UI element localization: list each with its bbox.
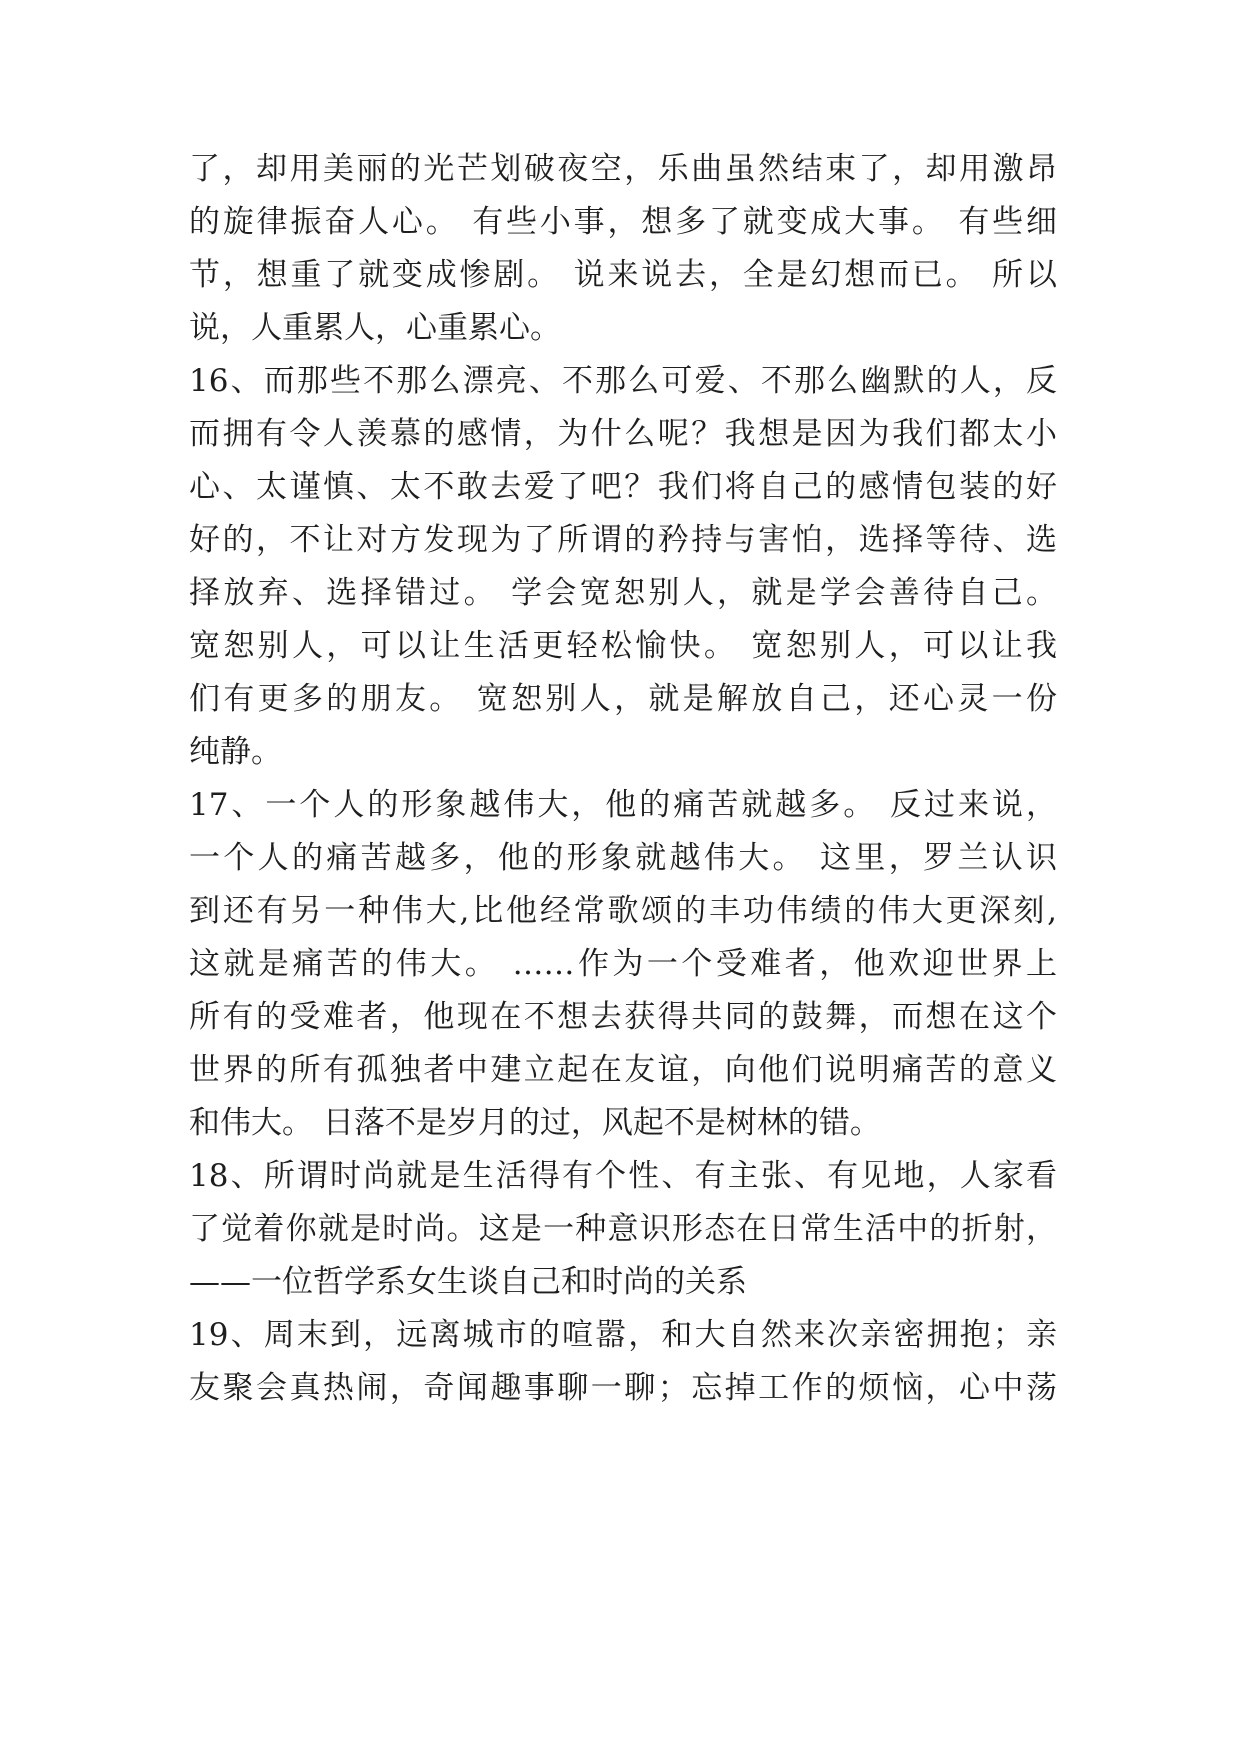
text-line: 世界的所有孤独者中建立起在友谊，向他们说明痛苦的意义	[189, 1052, 1057, 1088]
text-line: 了，却用美丽的光芒划破夜空，乐曲虽然结束了，却用激昂	[189, 151, 1057, 187]
text-line: 纯静。	[189, 734, 282, 770]
text-line: 友聚会真热闹，奇闻趣事聊一聊；忘掉工作的烦恼，心中荡	[189, 1370, 1057, 1406]
text-line: 说，人重累人，心重累心。	[189, 310, 561, 346]
text-line: 这就是痛苦的伟大。 ……作为一个受难者，他欢迎世界上	[189, 946, 1057, 982]
text-line: 择放弃、选择错过。 学会宽恕别人，就是学会善待自己。	[189, 575, 1057, 611]
paragraph-18-first-line: 18、所谓时尚就是生活得有个性、有主张、有见地，人家看	[189, 1158, 1057, 1194]
text-line: 和伟大。 日落不是岁月的过，风起不是树林的错。	[189, 1105, 881, 1141]
paragraph-16-first-line: 16、而那些不那么漂亮、不那么可爱、不那么幽默的人，反	[189, 363, 1057, 399]
text-line: 一个人的痛苦越多，他的形象就越伟大。 这里，罗兰认识	[189, 840, 1057, 876]
text-line: 的旋律振奋人心。 有些小事，想多了就变成大事。 有些细	[189, 204, 1057, 240]
text-line: 到还有另一种伟大,比他经常歌颂的丰功伟绩的伟大更深刻,	[189, 893, 1057, 929]
text-line: 了觉着你就是时尚。这是一种意识形态在日常生活中的折射，	[189, 1211, 1057, 1247]
text-line: 所有的受难者，他现在不想去获得共同的鼓舞，而想在这个	[189, 999, 1057, 1035]
text-line: 们有更多的朋友。 宽恕别人，就是解放自己，还心灵一份	[189, 681, 1057, 717]
text-line: 宽恕别人，可以让生活更轻松愉快。 宽恕别人，可以让我	[189, 628, 1057, 664]
text-line: 而拥有令人羡慕的感情，为什么呢？我想是因为我们都太小	[189, 416, 1057, 452]
paragraph-17-first-line: 17、一个人的形象越伟大，他的痛苦就越多。 反过来说，	[189, 787, 1057, 823]
text-line: ——一位哲学系女生谈自己和时尚的关系	[189, 1264, 747, 1300]
text-line: 节，想重了就变成惨剧。 说来说去，全是幻想而已。 所以	[189, 257, 1057, 293]
text-line: 好的，不让对方发现为了所谓的矜持与害怕，选择等待、选	[189, 522, 1057, 558]
paragraph-19-first-line: 19、周末到，远离城市的喧嚣，和大自然来次亲密拥抱；亲	[189, 1317, 1057, 1353]
text-line: 心、太谨慎、太不敢去爱了吧？我们将自己的感情包装的好	[189, 469, 1057, 505]
